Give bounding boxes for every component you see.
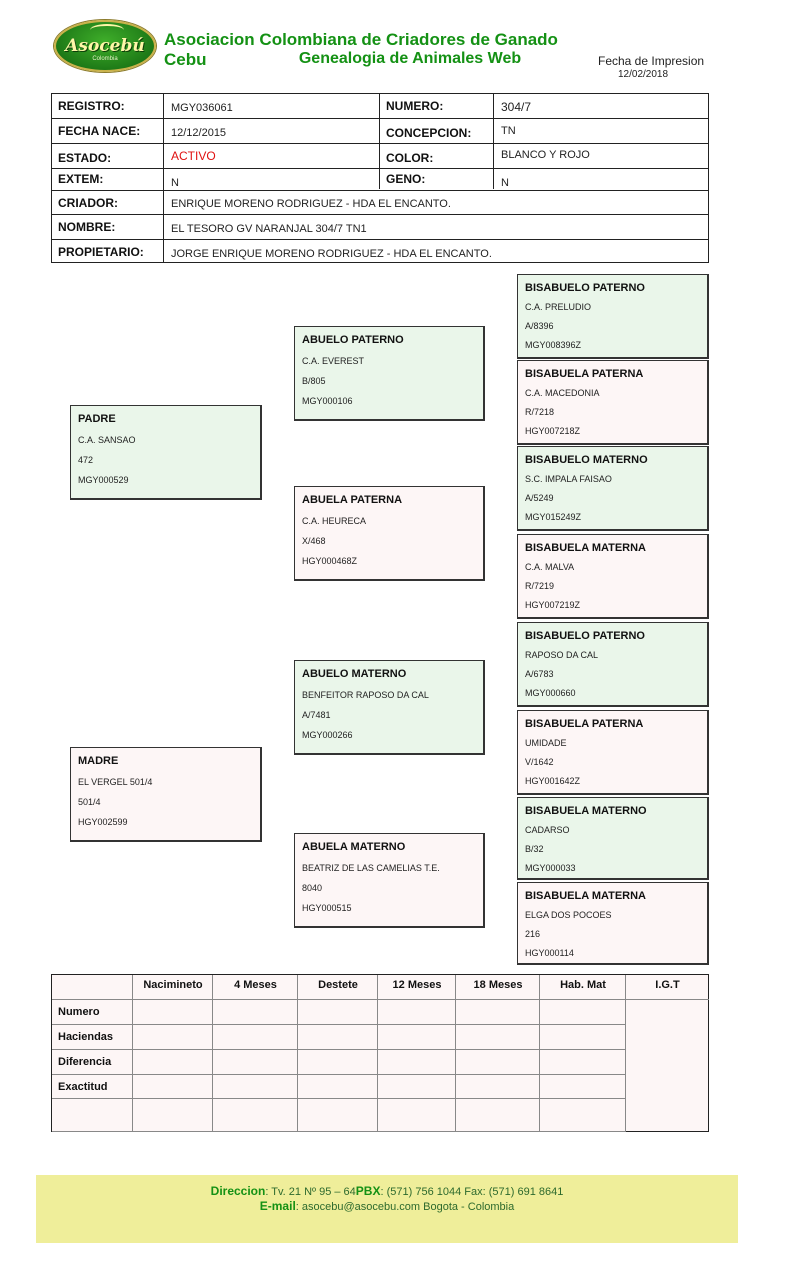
bis1-name: C.A. PRELUDIO [525,302,592,312]
propietario-value: JORGE ENRIQUE MORENO RODRIGUEZ - HDA EL ENCANTO. [171,248,492,260]
madre-title: MADRE [78,755,119,767]
abuelo-paterno-reg: MGY000106 [302,396,353,406]
abuela-materno-number: 8040 [302,883,323,893]
measure-cell [456,1050,540,1075]
nombre-label: NOMBRE: [58,220,116,234]
bisabuela-paterna-2-box [517,710,709,795]
bis6-name: UMIDADE [525,738,567,748]
measure-header: Destete [318,979,358,991]
measure-row-label: Diferencia [58,1056,112,1068]
bisabuelo-paterno-1-box [517,274,709,359]
email-label: E-mail [259,1199,296,1213]
bisabuela-materna-1-box [517,534,709,619]
bis2-number: R/7218 [525,407,555,417]
bis5-number: A/6783 [525,669,554,679]
abuelo-paterno-number: B/805 [302,376,326,386]
abuela-paterna-reg: HGY000468Z [302,556,358,566]
bisabuelo-paterno-2-box [517,622,709,707]
bis5-reg: MGY000660 [525,688,576,698]
bis3-reg: MGY015249Z [525,512,582,522]
measure-row-label: Exactitud [58,1081,108,1093]
logo-subtext: Colombia [92,56,118,62]
info-row-registro [52,94,708,119]
measure-header: 12 Meses [392,979,442,991]
measure-header: I.G.T [655,979,680,991]
measure-cell [298,1025,378,1050]
extem-value: N [171,177,179,189]
igt-cell [626,1000,709,1132]
measure-cell [378,975,456,1000]
concepcion-value: TN [501,125,516,137]
abuela-paterna-box [294,486,485,581]
fecha-nace-value: 12/12/2015 [171,127,227,139]
abuelo-paterno-title: ABUELO PATERNO [302,334,404,346]
info-row-nombre [52,215,708,240]
measure-header: Hab. Mat [560,979,606,991]
abuela-paterna-name: C.A. HEURECA [302,516,367,526]
bis7-name: CADARSO [525,825,570,835]
measure-cell [540,1075,626,1099]
color-label: COLOR: [386,151,434,165]
registro-label: REGISTRO: [58,99,125,113]
abuela-paterna-title: ABUELA PATERNA [302,494,403,506]
info-row-propietario [52,240,708,263]
measure-cell [133,1099,213,1132]
madre-box [70,747,262,842]
extem-label: EXTEM: [58,172,104,186]
propietario-label: PROPIETARIO: [58,245,144,259]
geno-label: GENO: [386,172,426,186]
estado-value: ACTIVO [171,149,216,163]
abuela-materno-reg: HGY000515 [302,903,352,913]
madre-number: 501/4 [78,797,101,807]
measure-cell [378,1075,456,1099]
bis7-reg: MGY000033 [525,863,576,873]
measure-cell [213,1075,298,1099]
bis5-name: RAPOSO DA CAL [525,650,599,660]
abuelo-materno-reg: MGY000266 [302,730,353,740]
measure-cell [378,1099,456,1132]
measure-header: 4 Meses [234,979,277,991]
measure-cell [213,1025,298,1050]
fecha-nace-label: FECHA NACE: [58,124,141,138]
measure-cell [456,975,540,1000]
address-line [36,1184,738,1198]
asocebu-logo [54,20,156,72]
bis4-reg: HGY007219Z [525,600,581,610]
bis1-number: A/8396 [525,321,554,331]
measure-cell [52,1099,133,1132]
measure-cell [378,1050,456,1075]
geno-value: N [501,177,509,189]
estado-label: ESTADO: [58,151,112,165]
bis3-number: A/5249 [525,493,554,503]
padre-title: PADRE [78,413,116,425]
bis5-title: BISABUELO PATERNO [525,630,645,642]
padre-box [70,405,262,500]
bis3-title: BISABUELO MATERNO [525,454,648,466]
measure-cell [456,1000,540,1025]
bis8-reg: HGY000114 [525,948,574,958]
criador-value: ENRIQUE MORENO RODRIGUEZ - HDA EL ENCANTO. [171,198,451,210]
bis3-name: S.C. IMPALA FAISAO [525,474,612,484]
measure-cell [298,1050,378,1075]
abuelo-materno-title: ABUELO MATERNO [302,668,407,680]
measure-cell [213,1099,298,1132]
measure-header: Nacimineto [143,979,203,991]
address-value: : Tv. 21 Nº 95 – 64 [265,1186,356,1198]
measure-cell [540,1025,626,1050]
measurements-table [51,974,709,1132]
horns-icon [90,24,124,36]
bis6-reg: HGY001642Z [525,776,581,786]
document-subtitle: Genealogia de Animales Web [298,50,522,67]
logo-text: Asocebú [65,36,145,56]
address-label: Direccion [210,1184,266,1198]
measure-cell [456,1075,540,1099]
measure-cell [298,1075,378,1099]
measure-row-label: Numero [58,1006,100,1018]
abuelo-paterno-box [294,326,485,421]
measure-cell [133,1075,213,1099]
measure-cell [298,1099,378,1132]
concepcion-label: CONCEPCION: [386,126,472,140]
bis1-title: BISABUELO PATERNO [525,282,645,294]
abuelo-materno-number: A/7481 [302,710,331,720]
bis8-name: ELGA DOS POCOES [525,910,612,920]
organization-title: Asociacion Colombiana de Criadores de Ganado Cebu [164,30,558,69]
measure-cell [213,975,298,1000]
measure-row-label: Haciendas [58,1031,114,1043]
registro-value: MGY036061 [171,102,233,114]
nombre-value: EL TESORO GV NARANJAL 304/7 TN1 [171,223,367,235]
measure-cell [540,1000,626,1025]
measure-cell [133,975,213,1000]
numero-value: 304/7 [501,100,532,114]
abuela-materno-title: ABUELA MATERNO [302,841,406,853]
measure-cell [52,975,133,1000]
padre-reg: MGY000529 [78,475,129,485]
info-row-estado [52,144,708,169]
measure-cell [626,975,709,1000]
padre-number: 472 [78,455,94,465]
bis2-reg: HGY007218Z [525,426,581,436]
measure-cell [378,1000,456,1025]
measure-cell [456,1025,540,1050]
measure-cell [378,1025,456,1050]
pbx-value: : (571) 756 1044 Fax: (571) 691 8641 [380,1186,564,1198]
bis2-name: C.A. MACEDONIA [525,388,600,398]
email-line [36,1199,738,1213]
measure-cell [213,1050,298,1075]
measure-cell [298,975,378,1000]
measure-cell [133,1050,213,1075]
measure-cell [540,1050,626,1075]
pbx-label: PBX [355,1184,381,1198]
bisabuelo-materno-1-box [517,446,709,531]
measure-cell [133,1025,213,1050]
abuela-materno-name: BEATRIZ DE LAS CAMELIAS T.E. [302,863,440,873]
abuelo-paterno-name: C.A. EVEREST [302,356,365,366]
bis7-title: BISABUELA MATERNO [525,805,647,817]
padre-name: C.A. SANSAO [78,435,136,445]
color-value: BLANCO Y ROJO [501,149,590,161]
info-row-extem [52,169,708,191]
animal-info-table [51,93,709,263]
abuelo-materno-box [294,660,485,755]
bis4-number: R/7219 [525,581,555,591]
bisabuela-materno-2-box [517,797,709,880]
measure-cell [540,975,626,1000]
abuela-materno-box [294,833,485,928]
bis8-number: 216 [525,929,541,939]
bis6-number: V/1642 [525,757,554,767]
contact-footer [36,1175,738,1243]
info-row-fecha [52,119,708,144]
print-date-label: Fecha de Impresion [598,54,705,68]
measure-cell [298,1000,378,1025]
measure-cell [540,1099,626,1132]
bisabuela-materna-2-box [517,882,709,965]
abuelo-materno-name: BENFEITOR RAPOSO DA CAL [302,690,429,700]
bisabuela-paterna-1-box [517,360,709,445]
bis7-number: B/32 [525,844,544,854]
email-value: : asocebu@asocebu.com Bogota - Colombia [295,1201,515,1213]
measure-cell [456,1099,540,1132]
bis6-title: BISABUELA PATERNA [525,718,644,730]
bis8-title: BISABUELA MATERNA [525,890,646,902]
bis2-title: BISABUELA PATERNA [525,368,644,380]
measure-header: 18 Meses [473,979,523,991]
abuela-paterna-number: X/468 [302,536,326,546]
print-date: 12/02/2018 [618,69,669,80]
madre-name: EL VERGEL 501/4 [78,777,153,787]
measure-cell [213,1000,298,1025]
bis4-name: C.A. MALVA [525,562,575,572]
info-row-criador [52,191,708,215]
madre-reg: HGY002599 [78,817,128,827]
bis4-title: BISABUELA MATERNA [525,542,646,554]
numero-label: NUMERO: [386,99,444,113]
bis1-reg: MGY008396Z [525,340,582,350]
measure-cell [133,1000,213,1025]
criador-label: CRIADOR: [58,196,118,210]
